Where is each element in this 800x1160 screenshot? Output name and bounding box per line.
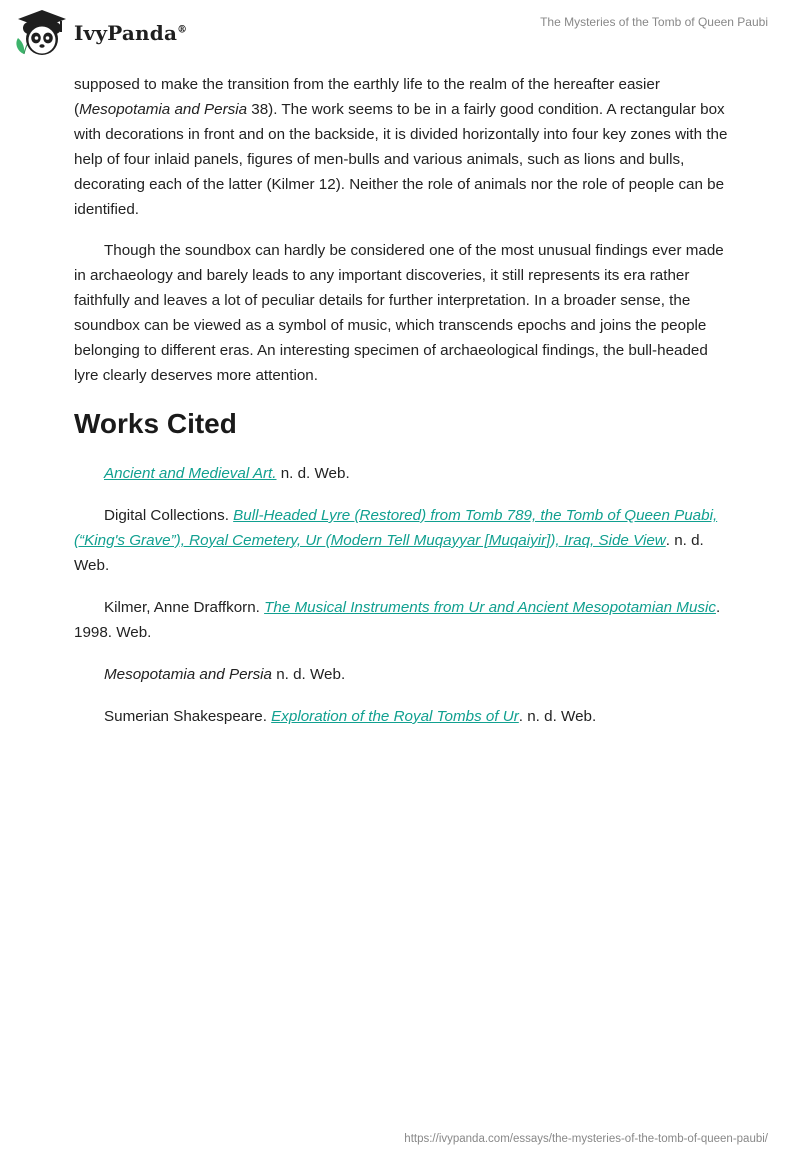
citation-suffix: n. d. Web. (272, 666, 346, 683)
citation-link[interactable]: The Musical Instruments from Ur and Ancient Mesopotamian Music (264, 599, 716, 616)
citation-link[interactable]: Bull-Headed Lyre (Restored) from Tomb 789, the Tomb of Queen Puabi, (“King's Grave”), Royal Cemetery, Ur (Modern Tell Muqayyar [Muqaiyir]), Iraq, Side View (74, 507, 718, 549)
paragraph-1-emphasis: Mesopotamia and Persia (79, 101, 248, 118)
registered-mark: ® (177, 24, 188, 36)
brand-name (74, 21, 187, 45)
citation-link[interactable]: Ancient and Medieval Art. (104, 465, 277, 482)
panda-graduate-icon (14, 8, 70, 58)
citation-link[interactable]: Exploration of the Royal Tombs of Ur (271, 708, 519, 725)
footer-url[interactable]: https://ivypanda.com/essays/the-mysteries-of-the-tomb-of-queen-paubi/ (404, 1133, 768, 1145)
paragraph-1-part-a: supposed to make the transition from the earthly life to the realm of the hereafter easier ( (74, 76, 660, 118)
citation-suffix: . 1998. Web. (74, 599, 721, 641)
citation-suffix: . n. d. Web. (518, 708, 597, 725)
paragraph-1 (74, 72, 728, 222)
page-header (0, 0, 800, 70)
ivypanda-logo[interactable] (14, 8, 187, 58)
citation-2 (74, 503, 728, 578)
citation-3 (74, 595, 728, 645)
citation-suffix: . n. d. Web. (74, 532, 704, 574)
essay-content (74, 72, 728, 746)
citation-prefix: Kilmer, Anne Draffkorn. (104, 599, 265, 616)
citation-4 (74, 662, 728, 687)
paragraph-1-part-b: 38). The work seems to be in a fairly good condition. A rectangular box with decorations in front and on the backside, it is divided horizontally into four key zones with the help of four inlaid panels, figures of men-bulls and various animals, such as lions and bulls, decorating each of the latter (Kilmer 12). Neither the role of animals nor the role of people can be identified. (74, 101, 728, 218)
citation-title: Mesopotamia and Persia (104, 666, 272, 683)
citation-1 (74, 461, 728, 486)
brand-text: IvyPanda (74, 21, 178, 45)
document-title: The Mysteries of the Tomb of Queen Paubi (540, 15, 768, 29)
citation-suffix: n. d. Web. (276, 465, 350, 482)
paragraph-2: Though the soundbox can hardly be considered one of the most unusual findings ever made in archaeology and barely leads to any important discoveries, it still represents its era rather faithfully and leaves a lot of peculiar details for further interpretation. In a broader sense, the soundbox can be viewed as a symbol of music, which transcends epochs and joins the people belonging to different eras. An interesting specimen of archaeological findings, the bull-headed lyre clearly deserves more attention. (74, 242, 724, 384)
citation-prefix: Sumerian Shakespeare. (104, 708, 272, 725)
citation-5 (74, 704, 728, 729)
citation-prefix: Digital Collections. (104, 507, 234, 524)
works-cited-heading: Works Cited (74, 408, 237, 439)
